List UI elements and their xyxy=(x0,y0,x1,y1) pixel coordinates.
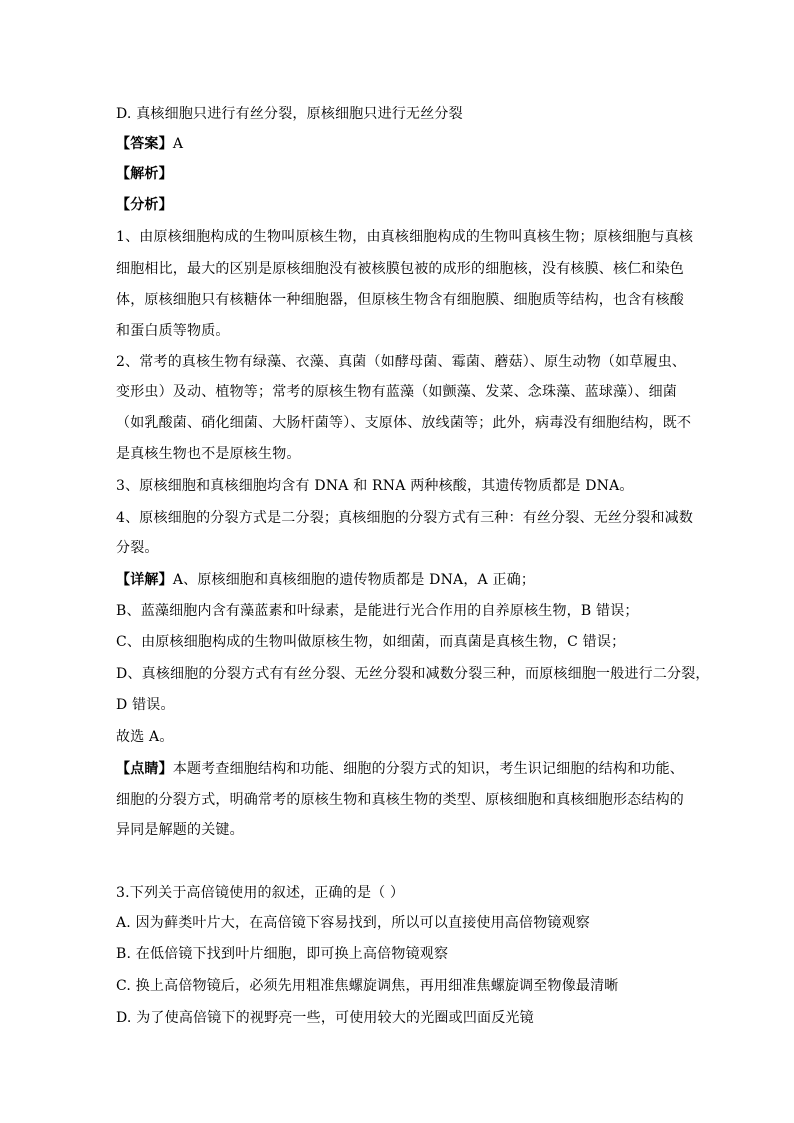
analysis-point-1-line-4: 和蛋白质等物质。 xyxy=(116,323,230,339)
question-3-option-b: B. 在低倍镜下找到叶片细胞，即可换上高倍物镜观察 xyxy=(116,946,449,962)
analysis-point-1-line-3: 体，原核细胞只有核糖体一种细胞器，但原核生物含有细胞膜、细胞质等结构，也含有核酸 xyxy=(116,292,684,308)
question-3-stem: 3.下列关于高倍镜使用的叙述，正确的是（ ） xyxy=(116,885,405,901)
analysis-point-4-line-2: 分裂。 xyxy=(116,540,159,556)
analysis-point-1-line-1: 1、由原核细胞构成的生物叫原核生物，由真核细胞构成的生物叫真核生物；原核细胞与真核 xyxy=(116,229,694,245)
analysis-point-2-line-2: 变形虫）及动、植物等；常考的原核生物有蓝藻（如颤藻、发菜、念珠藻、蓝球藻）、细菌 xyxy=(116,384,677,400)
answer-line xyxy=(116,134,686,154)
detail-label: 【详解】 xyxy=(116,572,173,588)
question-3-option-c: C. 换上高倍物镜后，必须先用粗准焦螺旋调焦，再用细准焦螺旋调至物像最清晰 xyxy=(116,978,619,994)
answer-value: A xyxy=(172,136,184,152)
detail-line-d-2: D 错误。 xyxy=(116,697,175,713)
comment-line-3: 异同是解题的关键。 xyxy=(116,822,244,838)
analysis-point-2-line-3: （如乳酸菌、硝化细菌、大肠杆菌等）、支原体、放线菌等；此外，病毒没有细胞结构，既不 xyxy=(116,415,692,431)
answer-label: 【答案】 xyxy=(116,136,173,152)
detail-line-b: B、蓝藻细胞内含有藻蓝素和叶绿素，是能进行光合作用的自养原核生物，B 错误； xyxy=(116,603,639,619)
analysis-point-1-line-2: 细胞相比，最大的区别是原核细胞没有被核膜包被的成形的细胞核，没有核膜、核仁和染色 xyxy=(116,261,684,277)
comment-line-1 xyxy=(116,759,686,779)
detail-line-d-1: D、真核细胞的分裂方式有有丝分裂、无丝分裂和减数分裂三种，而原核细胞一般进行二分裂， xyxy=(116,666,710,682)
question-3-option-a: A. 因为藓类叶片大，在高倍镜下容易找到，所以可以直接使用高倍物镜观察 xyxy=(116,915,591,931)
analysis-point-4-line-1: 4、原核细胞的分裂方式是二分裂；真核细胞的分裂方式有三种：有丝分裂、无丝分裂和减数 xyxy=(116,510,694,526)
comment-text-1: 本题考查细胞结构和功能、细胞的分裂方式的知识，考生识记细胞的结构和功能、 xyxy=(172,761,685,777)
detail-a: A、原核细胞和真核细胞的遗传物质都是 DNA，A 正确； xyxy=(172,572,536,588)
comment-line-2: 细胞的分裂方式，明确常考的原核生物和真核生物的类型、原核细胞和真核细胞形态结构的 xyxy=(116,792,684,808)
analysis-point-3: 3、原核细胞和真核细胞均含有 DNA 和 RNA 两种核酸，其遗传物质都是 DNA。 xyxy=(116,478,634,494)
analysis-point-2-line-1: 2、常考的真核生物有绿藻、衣藻、真菌（如酵母菌、霉菌、蘑菇）、原生动物（如草履虫、 xyxy=(116,354,687,370)
analysis-heading: 【解析】 xyxy=(116,166,173,182)
detail-choice: 故选 A。 xyxy=(116,729,174,745)
comment-label: 【点睛】 xyxy=(116,761,173,777)
analysis-point-2-line-4: 是真核生物也不是原核生物。 xyxy=(116,446,301,462)
analysis-sub-heading: 【分析】 xyxy=(116,197,173,213)
detail-line-a xyxy=(116,570,686,590)
prev-question-option-d: D. 真核细胞只进行有丝分裂，原核细胞只进行无丝分裂 xyxy=(116,106,463,122)
question-3-option-d: D. 为了使高倍镜下的视野亮一些，可使用较大的光圈或凹面反光镜 xyxy=(116,1010,534,1026)
detail-line-c: C、由原核细胞构成的生物叫做原核生物，如细菌，而真菌是真核生物，C 错误； xyxy=(116,634,626,650)
